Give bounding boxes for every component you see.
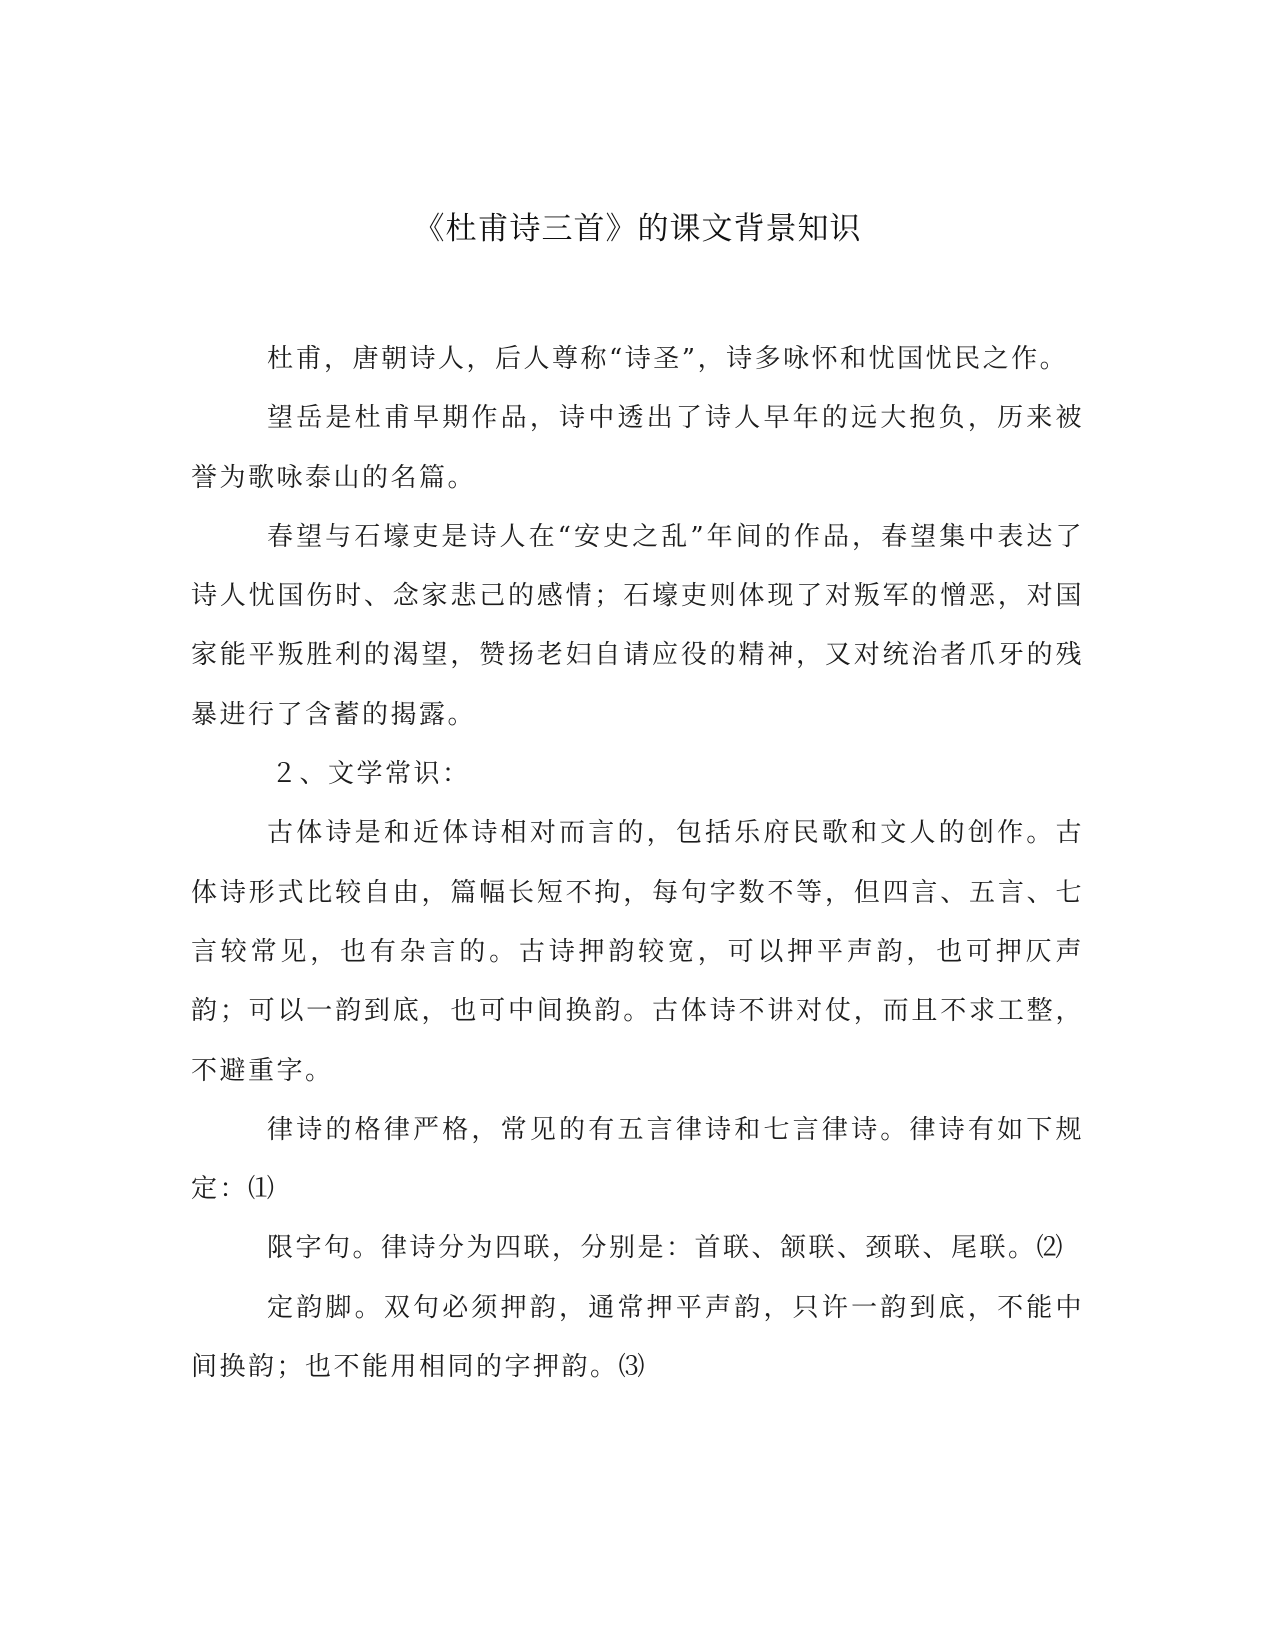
paragraph-wangyue: 望岳是杜甫早期作品，诗中透出了诗人早年的远大抱负，历来被誉为歌咏泰山的名篇。 [191, 403, 1084, 493]
document-body [191, 330, 1084, 1397]
paragraph-rule-lines: 限字句。律诗分为四联，分别是：首联、颔联、颈联、尾联。⑵ [267, 1233, 1066, 1264]
document-title: 《杜甫诗三首》的课文背景知识 [413, 211, 862, 247]
section-heading-literature: ２、文学常识： [271, 759, 471, 790]
paragraph-regulated-verse: 律诗的格律严格，常见的有五言律诗和七言律诗。律诗有如下规定：⑴ [191, 1114, 1084, 1205]
paragraph-ancient-poetry: 古体诗是和近体诗相对而言的，包括乐府民歌和文人的创作。古体诗形式比较自由，篇幅长短不拘，每句字数不等，但四言、五言、七言较常见，也有杂言的。古诗押韵较宽，可以押平声韵，也可押仄声韵；可以一韵到底，也可中间换韵。古体诗不讲对仗，而且不求工整，不避重字。 [191, 818, 1084, 1086]
paragraph-author-intro: 杜甫，唐朝诗人，后人尊称“诗圣”，诗多咏怀和忧国忧民之作。 [267, 344, 1069, 374]
paragraph-chunwang-shihaoli: 春望与石壕吏是诗人在“安史之乱”年间的作品，春望集中表达了诗人忧国伤时、念家悲己的感情；石壕吏则体现了对叛军的憎恶，对国家能平叛胜利的渴望，赞扬老妇自请应役的精神，又对统治者爪牙的残暴进行了含蓄的揭露。 [191, 521, 1084, 730]
paragraph-rule-rhyme: 定韵脚。双句必须押韵，通常押平声韵，只许一韵到底，不能中间换韵；也不能用相同的字押韵。⑶ [191, 1292, 1084, 1383]
